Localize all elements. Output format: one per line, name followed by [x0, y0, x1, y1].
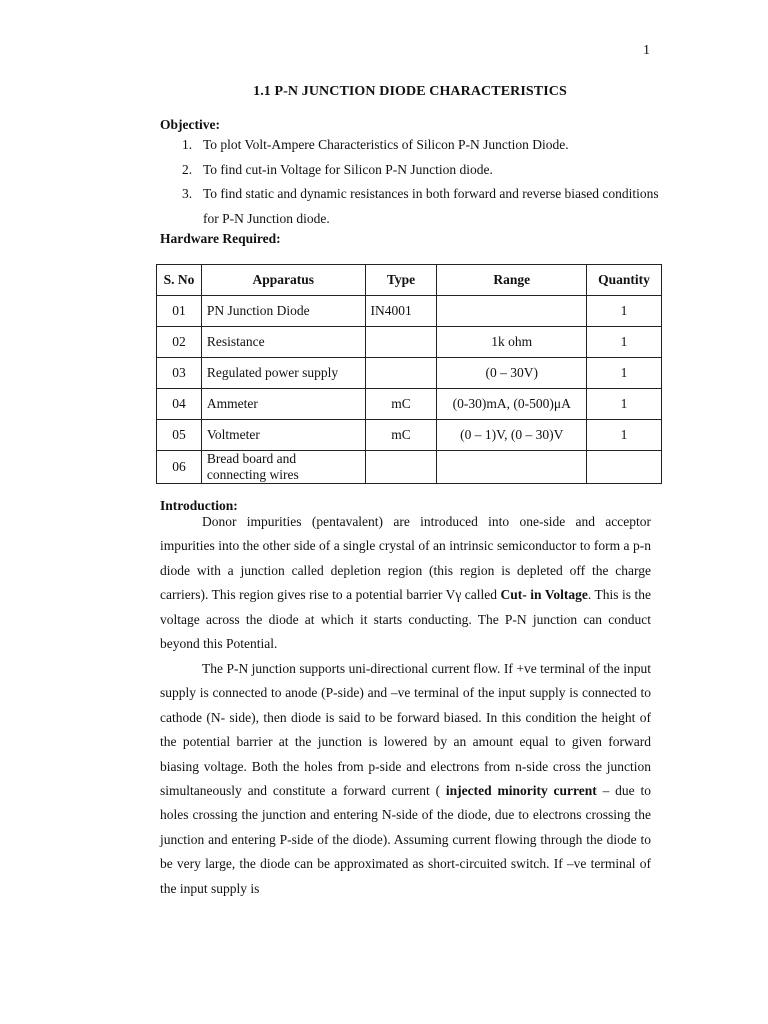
paragraph-text: – due to holes crossing the junction and entering N-side of the diode, due to electrons crossing the junction and entering P-side of the diode). Assuming current flowing through the diode to be very large, the diode can be approximated as short-circuited switch. If –ve terminal of the input supply is [160, 783, 651, 896]
cell-range: (0-30)mA, (0-500)μA [437, 389, 587, 420]
cell-type [365, 451, 437, 484]
column-header: Apparatus [201, 265, 365, 296]
paragraph-text: Donor impurities (pentavalent) are introduced into one-side and acceptor impurities into the other side of a single crystal of an intrinsic semiconductor to form a p-n diode with a junction called depletion region (this region is depleted off the charge carriers). This region gives rise to a potential barrier Vγ called [160, 514, 651, 603]
list-text: To plot Volt-Ampere Characteristics of Silicon P-N Junction Diode. [203, 137, 569, 152]
cell-apparatus [201, 451, 365, 484]
cell-quantity: 1 [587, 327, 662, 358]
cell-type: mC [365, 420, 437, 451]
cell-sno: 01 [157, 296, 202, 327]
table-row [157, 420, 662, 451]
cell-sno: 04 [157, 389, 202, 420]
cell-range [437, 296, 587, 327]
cell-quantity: 1 [587, 389, 662, 420]
table-row [157, 358, 662, 389]
list-item [160, 133, 660, 158]
paragraph-text: The P-N junction supports uni-directional current flow. If +ve terminal of the input supply is connected to anode (P-side) and –ve terminal of the input supply is connected to cathode (N- side), then diode is said to be forward biased. In this condition the height of the potential barrier at the junction is lowered by an amount equal to given forward biasing voltage. Both the holes from p-side and electrons from n-side cross the junction simultaneously and constitute a forward current ( [160, 661, 651, 799]
cell-apparatus-line: connecting wires [206, 467, 299, 482]
table-header-row [157, 265, 662, 296]
cell-sno: 05 [157, 420, 202, 451]
table-row [157, 296, 662, 327]
cell-type [365, 327, 437, 358]
objective-list [160, 133, 660, 231]
page-title: 1.1 P-N JUNCTION DIODE CHARACTERISTICS [253, 84, 567, 99]
cell-apparatus: PN Junction Diode [201, 296, 365, 327]
list-item [160, 182, 660, 231]
list-number: 3. [182, 186, 193, 201]
cell-apparatus: Ammeter [201, 389, 365, 420]
column-header: S. No [157, 265, 202, 296]
intro-paragraph-1 [160, 510, 651, 656]
cell-quantity: 1 [587, 420, 662, 451]
cell-type: mC [365, 389, 437, 420]
cell-quantity: 1 [587, 296, 662, 327]
hardware-table [156, 264, 662, 484]
list-item [160, 158, 660, 183]
cell-quantity [587, 451, 662, 484]
intro-paragraph-2 [160, 657, 651, 901]
table-row [157, 451, 662, 484]
introduction-heading: Introduction: [160, 498, 238, 513]
cell-sno: 03 [157, 358, 202, 389]
cell-type [365, 358, 437, 389]
list-text: To find cut-in Voltage for Silicon P-N Junction diode. [203, 161, 493, 177]
column-header: Type [365, 265, 437, 296]
list-number: 1. [182, 137, 193, 152]
cell-sno: 06 [157, 451, 202, 484]
objective-heading: Objective: [160, 117, 220, 132]
list-number: 2. [182, 161, 193, 177]
paragraph-text: . This is the voltage across the diode at which it starts conducting. The P-N junction can conduct beyond this Potential. [160, 587, 651, 652]
cell-apparatus-text [207, 451, 299, 483]
cell-apparatus: Voltmeter [201, 420, 365, 451]
cell-range: (0 – 1)V, (0 – 30)V [437, 420, 587, 451]
cell-range: 1k ohm [437, 327, 587, 358]
cell-range [437, 451, 587, 484]
list-text: To find static and dynamic resistances in both forward and reverse biased conditions for P-N Junction diode. [203, 186, 659, 226]
emphasis-text: Cut- in Voltage [500, 587, 588, 603]
hardware-heading: Hardware Required: [160, 231, 281, 246]
cell-range: (0 – 30V) [437, 358, 587, 389]
table-row [157, 327, 662, 358]
cell-apparatus: Regulated power supply [201, 358, 365, 389]
emphasis-text: injected minority current [445, 783, 597, 799]
page-number: 1 [643, 43, 650, 58]
cell-quantity: 1 [587, 358, 662, 389]
column-header: Range [437, 265, 587, 296]
cell-apparatus-line: Bread board and [206, 451, 297, 466]
cell-sno: 02 [157, 327, 202, 358]
cell-type: IN4001 [365, 296, 437, 327]
table-row [157, 389, 662, 420]
cell-apparatus: Resistance [201, 327, 365, 358]
column-header: Quantity [587, 265, 662, 296]
